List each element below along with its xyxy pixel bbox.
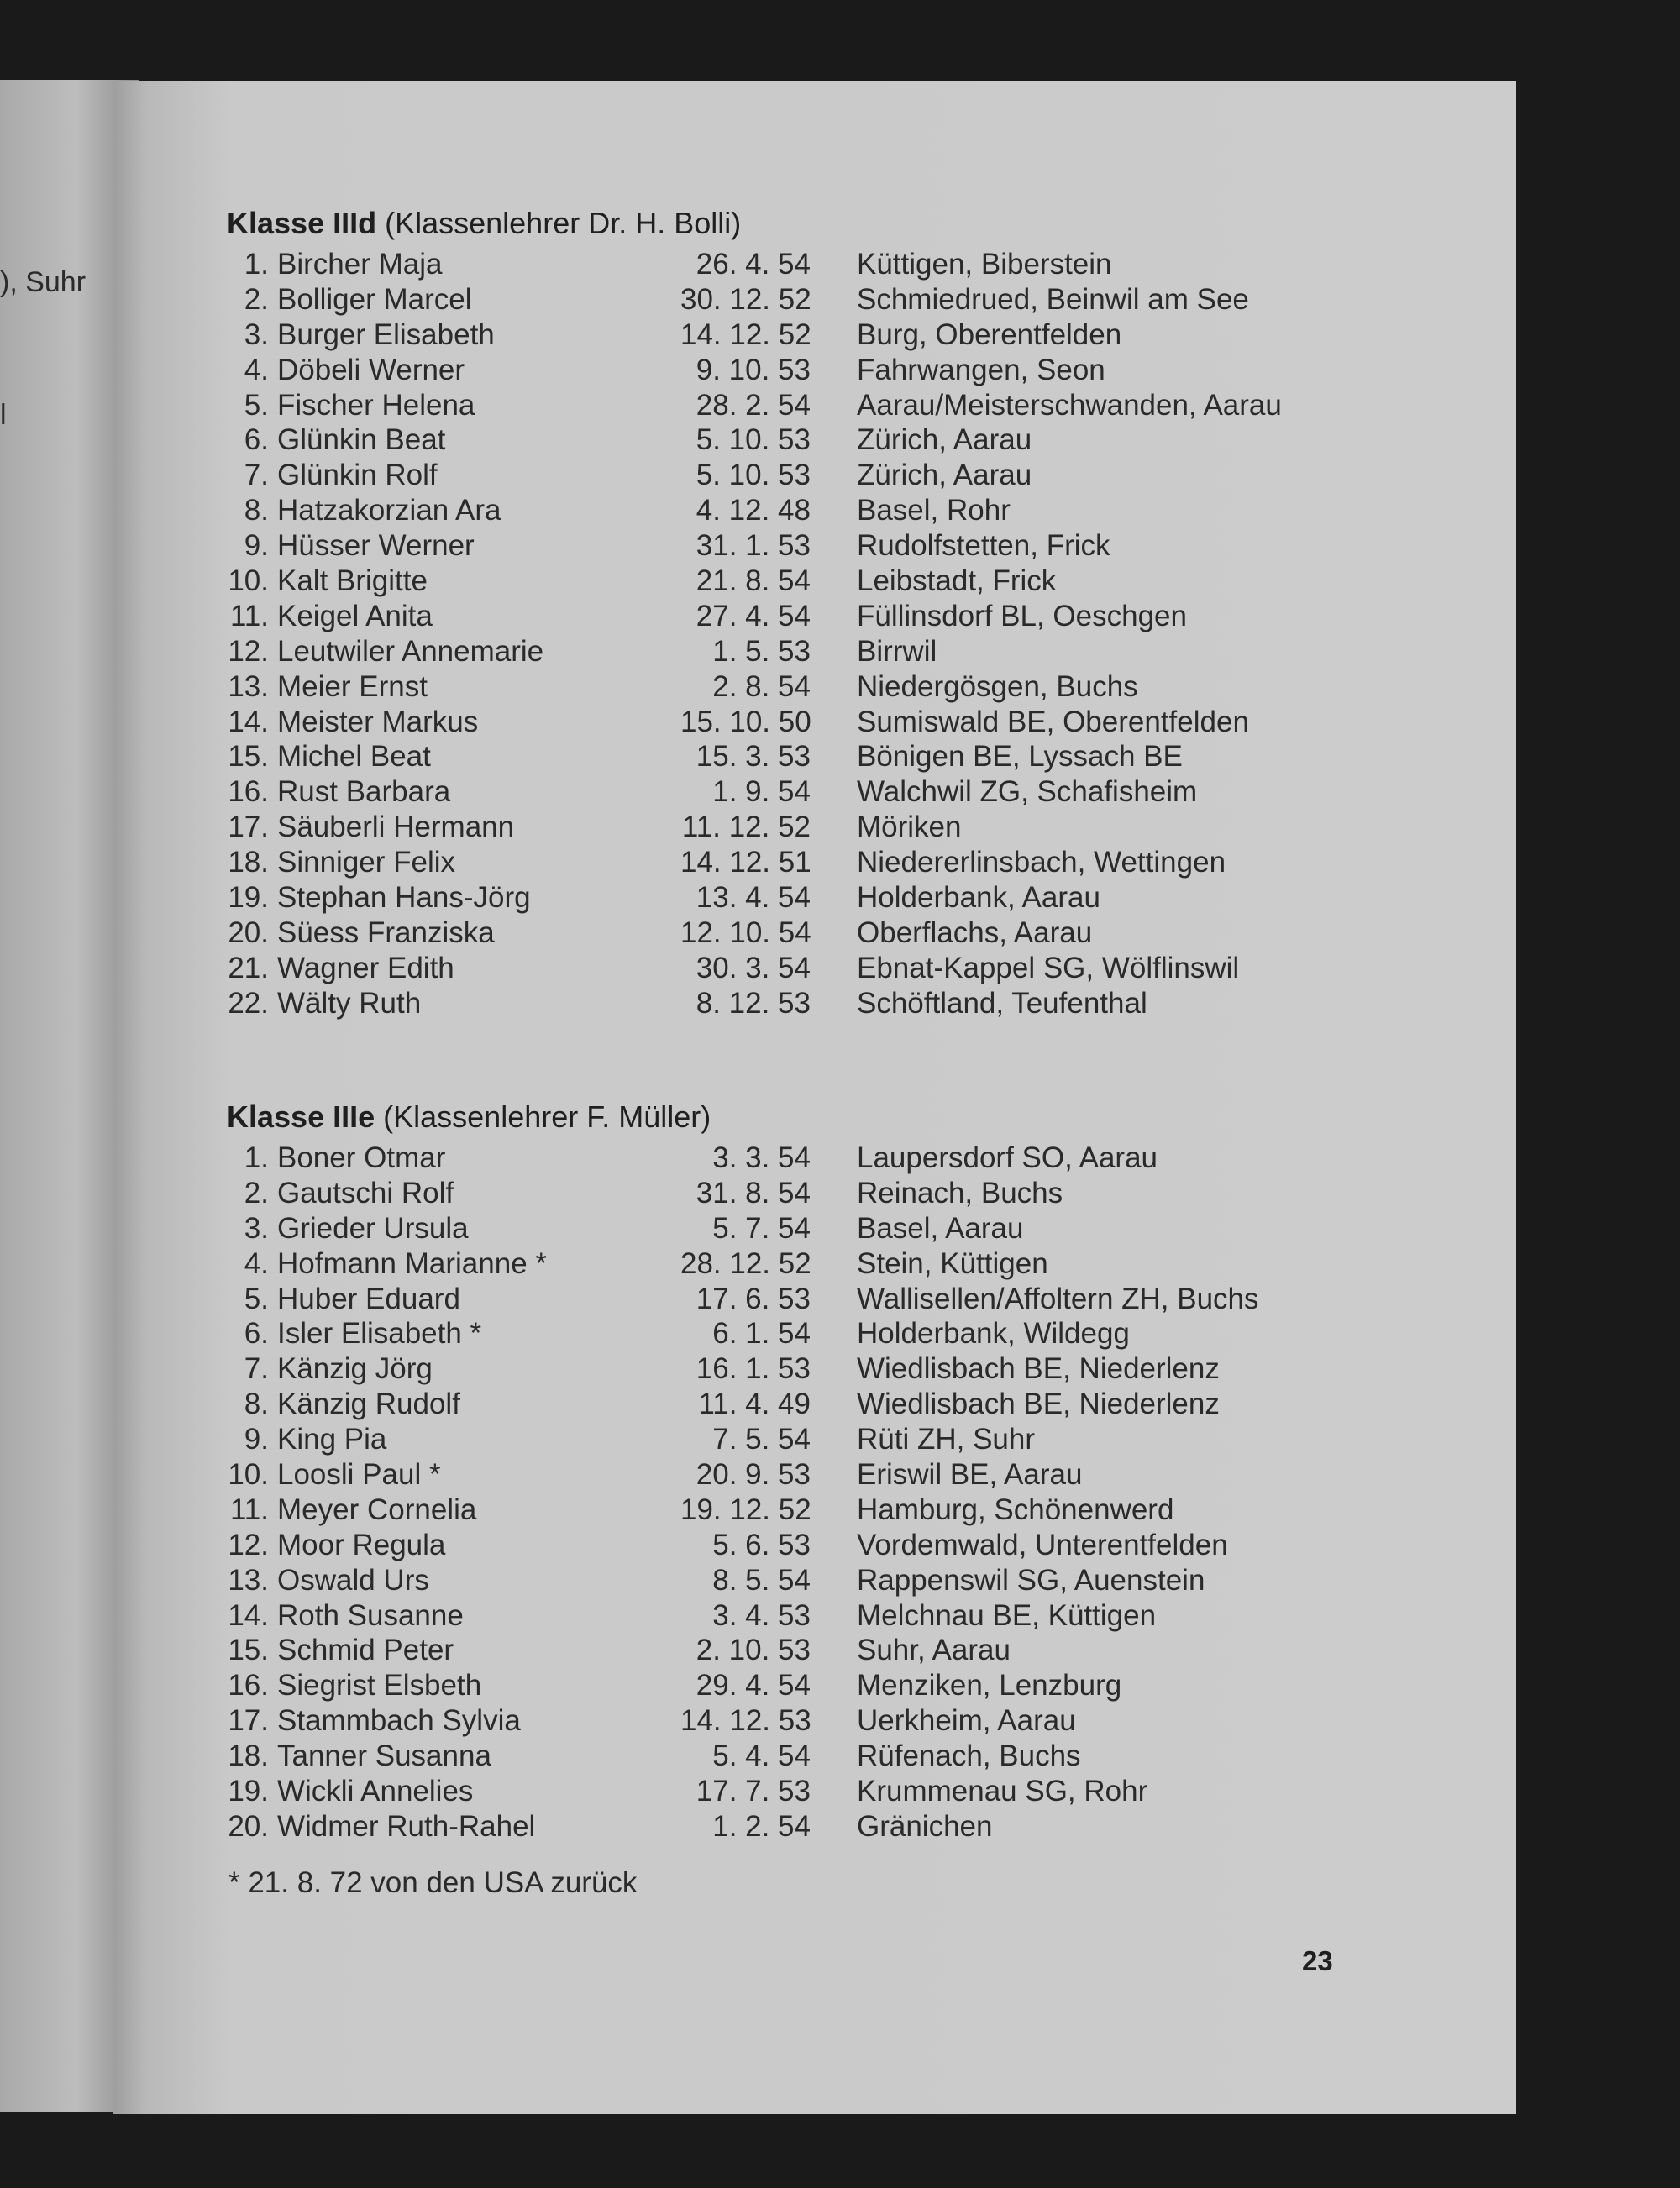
student-number: 4.	[244, 1246, 269, 1280]
student-list	[227, 1141, 1386, 1844]
place-of-origin: Rappenswil SG, Auenstein	[857, 1563, 1205, 1597]
left-page-text-fragment: l	[0, 399, 7, 431]
place-of-origin: Niedergösgen, Buchs	[857, 669, 1138, 703]
place-of-origin: Leibstadt, Frick	[857, 564, 1057, 598]
student-row	[227, 810, 1386, 845]
student-name: Rust Barbara	[277, 775, 451, 809]
place-of-origin: Wiedlisbach BE, Niederlenz	[857, 1352, 1220, 1386]
place-of-origin: Holderbank, Aarau	[857, 881, 1100, 915]
place-of-origin: Sumiswald BE, Oberentfelden	[857, 705, 1249, 738]
student-row	[227, 1211, 1386, 1246]
student-number: 9.	[244, 1423, 269, 1456]
birth-date: 2. 10. 53	[696, 1634, 811, 1667]
student-name: Fischer Helena	[277, 388, 475, 422]
student-number: 7.	[244, 459, 269, 492]
place-of-origin: Stein, Küttigen	[857, 1246, 1048, 1280]
student-row	[227, 1246, 1386, 1282]
birth-date: 14. 12. 52	[680, 317, 811, 351]
student-name: Stephan Hans-Jörg	[277, 881, 531, 915]
student-row	[227, 1703, 1386, 1739]
student-row	[227, 634, 1386, 669]
student-row	[227, 247, 1386, 282]
place-of-origin: Gränichen	[857, 1809, 993, 1843]
student-row	[227, 282, 1386, 317]
birth-date: 9. 10. 53	[696, 353, 811, 386]
place-of-origin: Bönigen BE, Lyssach BE	[857, 740, 1183, 774]
page-number: 23	[1302, 1945, 1333, 1976]
student-name: Hüsser Werner	[277, 529, 475, 563]
student-name: Meyer Cornelia	[277, 1493, 477, 1526]
student-name: Känzig Jörg	[277, 1352, 433, 1386]
student-number: 4.	[244, 353, 269, 386]
student-name: Grieder Ursula	[277, 1211, 469, 1245]
student-name: Isler Elisabeth *	[277, 1317, 482, 1351]
student-number: 16.	[228, 1669, 269, 1703]
section-title	[227, 200, 1386, 247]
birth-date: 14. 12. 53	[680, 1704, 811, 1738]
student-row	[227, 1387, 1386, 1422]
student-name: Hatzakorzian Ara	[277, 494, 501, 527]
place-of-origin: Walchwil ZG, Schafisheim	[857, 775, 1198, 809]
student-number: 18.	[228, 846, 269, 879]
student-name: Meister Markus	[277, 705, 479, 738]
student-number: 8.	[244, 494, 269, 527]
student-number: 19.	[228, 881, 269, 915]
student-row	[227, 564, 1386, 599]
student-row	[227, 1282, 1386, 1317]
student-name: Süess Franziska	[277, 916, 495, 949]
place-of-origin: Fahrwangen, Seon	[857, 353, 1105, 386]
student-row	[227, 669, 1386, 705]
student-list	[227, 247, 1386, 1021]
class-section-iiid	[227, 200, 1386, 1021]
student-name: Schmid Peter	[277, 1634, 454, 1667]
student-row	[227, 1457, 1386, 1493]
footnote: * 21. 8. 72 von den USA zurück	[228, 1866, 638, 1899]
student-row	[227, 739, 1386, 774]
student-name: Siegrist Elsbeth	[277, 1669, 482, 1703]
place-of-origin: Basel, Rohr	[857, 494, 1011, 527]
student-row	[227, 1351, 1386, 1387]
student-number: 3.	[244, 317, 269, 351]
student-row	[227, 986, 1386, 1021]
birth-date: 31. 1. 53	[696, 529, 811, 563]
student-row	[227, 916, 1386, 951]
birth-date: 5. 4. 54	[712, 1739, 811, 1773]
student-number: 13.	[228, 1563, 269, 1597]
place-of-origin: Eriswil BE, Aarau	[857, 1458, 1083, 1492]
student-name: Känzig Rudolf	[277, 1388, 460, 1421]
place-of-origin: Laupersdorf SO, Aarau	[857, 1141, 1158, 1174]
student-number: 19.	[228, 1775, 269, 1808]
student-name: Bircher Maja	[277, 248, 443, 281]
place-of-origin: Füllinsdorf BL, Oeschgen	[857, 599, 1187, 632]
birth-date: 1. 9. 54	[712, 775, 811, 809]
place-of-origin: Ebnat-Kappel SG, Wölflinswil	[857, 951, 1240, 984]
student-number: 21.	[228, 951, 269, 984]
birth-date: 13. 4. 54	[696, 881, 811, 915]
student-row	[227, 353, 1386, 388]
student-name: Keigel Anita	[277, 599, 433, 632]
student-number: 6.	[244, 423, 269, 457]
section-title	[227, 1094, 1386, 1141]
student-number: 1.	[244, 248, 269, 281]
birth-date: 5. 7. 54	[712, 1211, 811, 1245]
student-row	[227, 880, 1386, 916]
student-row	[227, 528, 1386, 564]
section-title-teacher: (Klassenlehrer F. Müller)	[375, 1099, 711, 1134]
birth-date: 1. 5. 53	[712, 634, 811, 668]
student-number: 20.	[228, 1809, 269, 1843]
student-number: 15.	[228, 740, 269, 774]
student-row	[227, 951, 1386, 986]
birth-date: 5. 6. 53	[712, 1528, 811, 1561]
birth-date: 26. 4. 54	[696, 248, 811, 281]
student-name: Wälty Ruth	[277, 986, 422, 1020]
birth-date: 27. 4. 54	[696, 599, 811, 632]
place-of-origin: Rudolfstetten, Frick	[857, 529, 1110, 563]
student-number: 17.	[228, 1704, 269, 1738]
student-row	[227, 1176, 1386, 1211]
left-page-text-fragment: ), Suhr	[0, 266, 87, 298]
student-row	[227, 774, 1386, 810]
birth-date: 17. 6. 53	[696, 1282, 811, 1315]
student-name: Stammbach Sylvia	[277, 1704, 521, 1738]
student-number: 12.	[228, 1528, 269, 1561]
birth-date: 11. 12. 52	[681, 811, 811, 844]
student-row	[227, 1528, 1386, 1563]
birth-date: 19. 12. 52	[680, 1493, 811, 1526]
student-row	[227, 1422, 1386, 1457]
student-row	[227, 1493, 1386, 1528]
student-row	[227, 1598, 1386, 1634]
student-row	[227, 845, 1386, 880]
student-name: Meier Ernst	[277, 669, 428, 703]
birth-date: 1. 2. 54	[712, 1809, 811, 1843]
student-number: 9.	[244, 529, 269, 563]
place-of-origin: Aarau/Meisterschwanden, Aarau	[857, 388, 1282, 422]
place-of-origin: Holderbank, Wildegg	[857, 1317, 1130, 1351]
student-name: Säuberli Hermann	[277, 811, 515, 844]
student-name: Michel Beat	[277, 740, 431, 774]
student-number: 10.	[228, 1458, 269, 1492]
place-of-origin: Vordemwald, Unterentfelden	[857, 1528, 1228, 1561]
place-of-origin: Basel, Aarau	[857, 1211, 1024, 1245]
student-row	[227, 599, 1386, 634]
place-of-origin: Krummenau SG, Rohr	[857, 1775, 1148, 1808]
student-row	[227, 1141, 1386, 1176]
place-of-origin: Menziken, Lenzburg	[857, 1669, 1122, 1703]
student-row	[227, 1668, 1386, 1703]
student-name: Sinniger Felix	[277, 846, 456, 879]
student-row	[227, 422, 1386, 458]
place-of-origin: Melchnau BE, Küttigen	[857, 1598, 1157, 1632]
place-of-origin: Schöftland, Teufenthal	[857, 986, 1147, 1020]
place-of-origin: Wiedlisbach BE, Niederlenz	[857, 1388, 1220, 1421]
student-name: Hofmann Marianne *	[277, 1246, 547, 1280]
student-row	[227, 493, 1386, 528]
student-name: Kalt Brigitte	[277, 564, 428, 598]
student-number: 20.	[228, 916, 269, 949]
student-number: 18.	[228, 1739, 269, 1773]
student-number: 11.	[229, 1493, 269, 1526]
student-name: Oswald Urs	[277, 1563, 429, 1597]
birth-date: 4. 12. 48	[696, 494, 811, 527]
student-number: 8.	[244, 1388, 269, 1421]
student-name: Tanner Susanna	[277, 1739, 491, 1773]
student-number: 7.	[244, 1352, 269, 1386]
student-number: 3.	[244, 1211, 269, 1245]
birth-date: 2. 8. 54	[712, 669, 811, 703]
student-name: King Pia	[277, 1423, 387, 1456]
birth-date: 14. 12. 51	[680, 846, 811, 879]
student-name: Döbeli Werner	[277, 353, 465, 386]
student-name: Burger Elisabeth	[277, 317, 495, 351]
student-row	[227, 1739, 1386, 1774]
birth-date: 21. 8. 54	[696, 564, 811, 598]
student-number: 1.	[244, 1141, 269, 1174]
birth-date: 29. 4. 54	[696, 1669, 811, 1703]
birth-date: 16. 1. 53	[696, 1352, 811, 1386]
student-number: 16.	[228, 775, 269, 809]
student-number: 14.	[228, 1598, 269, 1632]
student-number: 14.	[228, 705, 269, 738]
student-name: Bolliger Marcel	[277, 282, 472, 316]
student-name: Gautschi Rolf	[277, 1176, 454, 1209]
place-of-origin: Burg, Oberentfelden	[857, 317, 1122, 351]
student-row	[227, 388, 1386, 423]
birth-date: 28. 2. 54	[696, 388, 811, 422]
student-row	[227, 1809, 1386, 1844]
birth-date: 3. 4. 53	[712, 1598, 811, 1632]
birth-date: 5. 10. 53	[696, 423, 811, 457]
student-name: Widmer Ruth-Rahel	[277, 1809, 536, 1843]
section-title-class: Klasse IIId	[227, 206, 377, 240]
place-of-origin: Niedererlinsbach, Wettingen	[857, 846, 1226, 879]
student-row	[227, 1633, 1386, 1668]
birth-date: 28. 12. 52	[680, 1246, 811, 1280]
place-of-origin: Rüti ZH, Suhr	[857, 1423, 1035, 1456]
section-title-teacher: (Klassenlehrer Dr. H. Bolli)	[376, 206, 742, 240]
student-number: 10.	[228, 564, 269, 598]
place-of-origin: Hamburg, Schönenwerd	[857, 1493, 1174, 1526]
student-name: Leutwiler Annemarie	[277, 634, 544, 668]
birth-date: 31. 8. 54	[696, 1176, 811, 1209]
birth-date: 8. 12. 53	[696, 986, 811, 1020]
place-of-origin: Wallisellen/Affoltern ZH, Buchs	[857, 1282, 1259, 1315]
place-of-origin: Möriken	[857, 811, 962, 844]
class-section-iiie	[227, 1094, 1386, 1844]
birth-date: 7. 5. 54	[712, 1423, 811, 1456]
student-number: 5.	[244, 388, 269, 422]
student-name: Loosli Paul *	[277, 1458, 441, 1492]
birth-date: 6. 1. 54	[712, 1317, 811, 1351]
student-row	[227, 317, 1386, 353]
birth-date: 8. 5. 54	[712, 1563, 811, 1597]
birth-date: 20. 9. 53	[696, 1458, 811, 1492]
student-number: 11.	[229, 599, 269, 632]
place-of-origin: Schmiedrued, Beinwil am See	[857, 282, 1249, 316]
student-name: Glünkin Beat	[277, 423, 446, 457]
place-of-origin: Suhr, Aarau	[857, 1634, 1011, 1667]
place-of-origin: Küttigen, Biberstein	[857, 248, 1112, 281]
student-number: 12.	[228, 634, 269, 668]
student-name: Huber Eduard	[277, 1282, 460, 1315]
student-name: Glünkin Rolf	[277, 459, 438, 492]
place-of-origin: Rüfenach, Buchs	[857, 1739, 1081, 1773]
birth-date: 30. 12. 52	[680, 282, 811, 316]
birth-date: 15. 10. 50	[680, 705, 811, 738]
student-name: Boner Otmar	[277, 1141, 446, 1174]
section-title-class: Klasse IIIe	[227, 1099, 375, 1134]
place-of-origin: Uerkheim, Aarau	[857, 1704, 1076, 1738]
student-name: Roth Susanne	[277, 1598, 464, 1632]
birth-date: 30. 3. 54	[696, 951, 811, 984]
birth-date: 12. 10. 54	[680, 916, 811, 949]
place-of-origin: Zürich, Aarau	[857, 423, 1032, 457]
place-of-origin: Oberflachs, Aarau	[857, 916, 1093, 949]
student-number: 13.	[228, 669, 269, 703]
student-row	[227, 705, 1386, 740]
place-of-origin: Reinach, Buchs	[857, 1176, 1063, 1209]
place-of-origin: Birrwil	[857, 634, 937, 668]
student-row	[227, 1563, 1386, 1598]
student-number: 2.	[244, 282, 269, 316]
birth-date: 11. 4. 49	[698, 1388, 811, 1421]
student-number: 6.	[244, 1317, 269, 1351]
student-name: Moor Regula	[277, 1528, 446, 1561]
student-number: 5.	[244, 1282, 269, 1315]
student-name: Wickli Annelies	[277, 1775, 474, 1808]
student-number: 15.	[228, 1634, 269, 1667]
birth-date: 15. 3. 53	[696, 740, 811, 774]
birth-date: 3. 3. 54	[712, 1141, 811, 1174]
student-row	[227, 458, 1386, 493]
student-number: 17.	[228, 811, 269, 844]
student-row	[227, 1316, 1386, 1351]
student-row	[227, 1774, 1386, 1809]
student-name: Wagner Edith	[277, 951, 454, 984]
birth-date: 5. 10. 53	[696, 459, 811, 492]
student-number: 22.	[228, 986, 269, 1020]
birth-date: 17. 7. 53	[696, 1775, 811, 1808]
student-number: 2.	[244, 1176, 269, 1209]
place-of-origin: Zürich, Aarau	[857, 459, 1032, 492]
